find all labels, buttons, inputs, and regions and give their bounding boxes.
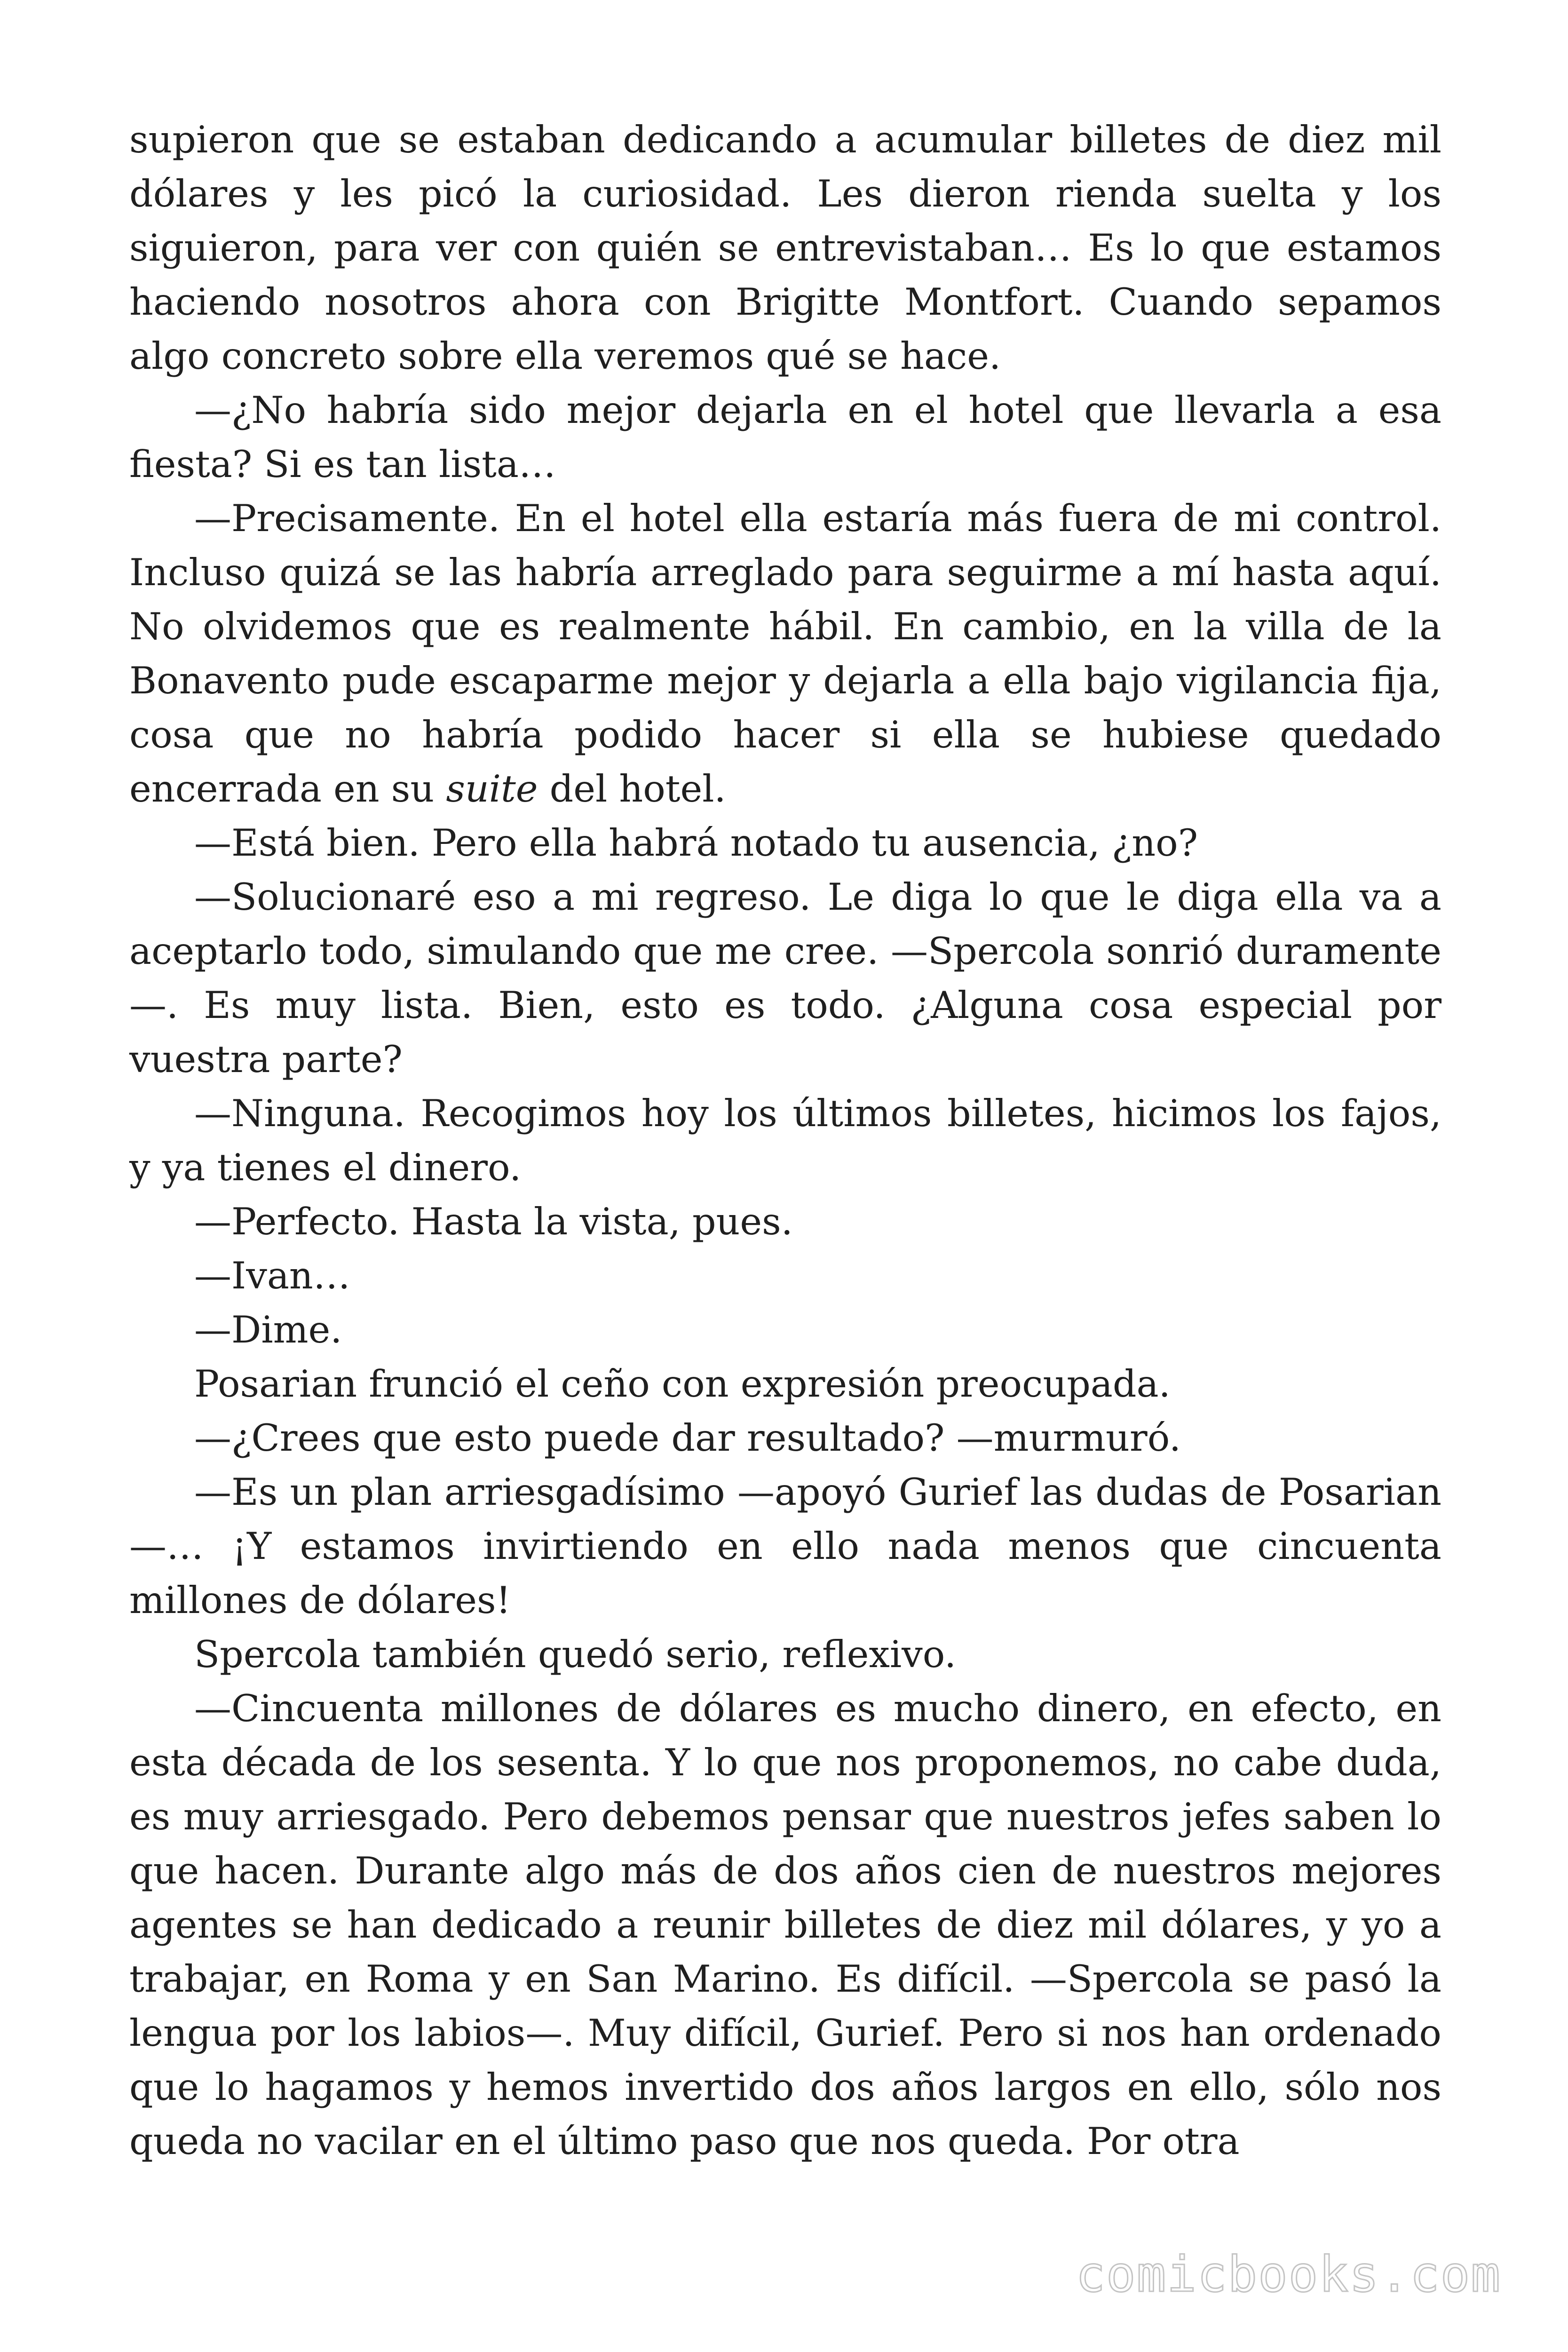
paragraph-11-text: —¿Crees que esto puede dar resultado? —murmuró. bbox=[194, 1416, 1181, 1460]
paragraph-4-text: —Está bien. Pero ella habrá notado tu ausencia, ¿no? bbox=[194, 821, 1198, 865]
paragraph-12 bbox=[129, 1465, 1441, 1628]
paragraph-5 bbox=[129, 870, 1441, 1087]
paragraph-3-text-after: del hotel. bbox=[538, 767, 726, 810]
paragraph-10 bbox=[129, 1357, 1441, 1411]
paragraph-7 bbox=[129, 1195, 1441, 1249]
paragraph-14 bbox=[129, 1682, 1441, 2169]
paragraph-7-text: —Perfecto. Hasta la vista, pues. bbox=[194, 1200, 793, 1243]
paragraph-14-text: —Cincuenta millones de dólares es mucho dinero, en efecto, en esta década de los sesenta. Y lo que nos proponemos, no cabe duda, es muy arriesgado. Pero debemos pensar que nuestros jefes saben lo que hacen. Durante algo más de dos años cien de nuestros mejores agentes se han dedicado a reunir billetes de diez mil dólares, y yo a trabajar, en Roma y en San Marino. Es difícil. —Spercola se pasó la lengua por los labios—. Muy difícil, Gurief. Pero si nos han ordenado que lo hagamos y hemos invertido dos años largos en ello, sólo nos queda no vacilar en el último paso que nos queda. Por otra bbox=[129, 1687, 1441, 2163]
paragraph-2-text: —¿No habría sido mejor dejarla en el hotel que llevarla a esa fiesta? Si es tan lista… bbox=[129, 389, 1441, 486]
paragraph-4 bbox=[129, 816, 1441, 870]
paragraph-11 bbox=[129, 1411, 1441, 1465]
paragraph-13 bbox=[129, 1628, 1441, 1682]
paragraph-1-text: supieron que se estaban dedicando a acumular billetes de diez mil dólares y les picó la curiosidad. Les dieron rienda suelta y los siguieron, para ver con quién se entrevistaban… Es lo que estamos haciendo nosotros ahora con Brigitte Montfort. Cuando sepamos algo concreto sobre ella veremos qué se hace. bbox=[129, 118, 1441, 378]
watermark-logo: comicbooks.com bbox=[1076, 2246, 1501, 2303]
paragraph-3 bbox=[129, 492, 1441, 816]
page-body bbox=[129, 113, 1441, 2169]
paragraph-13-text: Spercola también quedó serio, reflexivo. bbox=[194, 1633, 957, 1676]
paragraph-2 bbox=[129, 383, 1441, 492]
paragraph-6-text: —Ninguna. Recogimos hoy los últimos billetes, hicimos los fajos, y ya tienes el dinero. bbox=[129, 1092, 1441, 1189]
paragraph-8-text: —Ivan… bbox=[194, 1254, 350, 1297]
paragraph-1 bbox=[129, 113, 1441, 383]
paragraph-3-italic-word: suite bbox=[446, 767, 538, 810]
paragraph-8 bbox=[129, 1249, 1441, 1303]
paragraph-9-text: —Dime. bbox=[194, 1308, 342, 1351]
paragraph-3-text: —Precisamente. En el hotel ella estaría más fuera de mi control. Incluso quizá se las habría arreglado para seguirme a mí hasta aquí. No olvidemos que es realmente hábil. En cambio, en la villa de la Bonavento pude escaparme mejor y dejarla a ella bajo vigilancia fija, cosa que no habría podido hacer si ella se hubiese quedado encerrada en su bbox=[129, 497, 1441, 810]
paragraph-9 bbox=[129, 1303, 1441, 1357]
paragraph-10-text: Posarian frunció el ceño con expresión preocupada. bbox=[194, 1362, 1171, 1406]
paragraph-6 bbox=[129, 1087, 1441, 1195]
paragraph-12-text: —Es un plan arriesgadísimo —apoyó Gurief las dudas de Posarian—… ¡Y estamos invirtiendo en ello nada menos que cincuenta millones de dólares! bbox=[129, 1470, 1441, 1622]
paragraph-5-text: —Solucionaré eso a mi regreso. Le diga lo que le diga ella va a aceptarlo todo, simulando que me cree. —Spercola sonrió duramente—. Es muy lista. Bien, esto es todo. ¿Alguna cosa especial por vuestra parte? bbox=[129, 875, 1441, 1081]
